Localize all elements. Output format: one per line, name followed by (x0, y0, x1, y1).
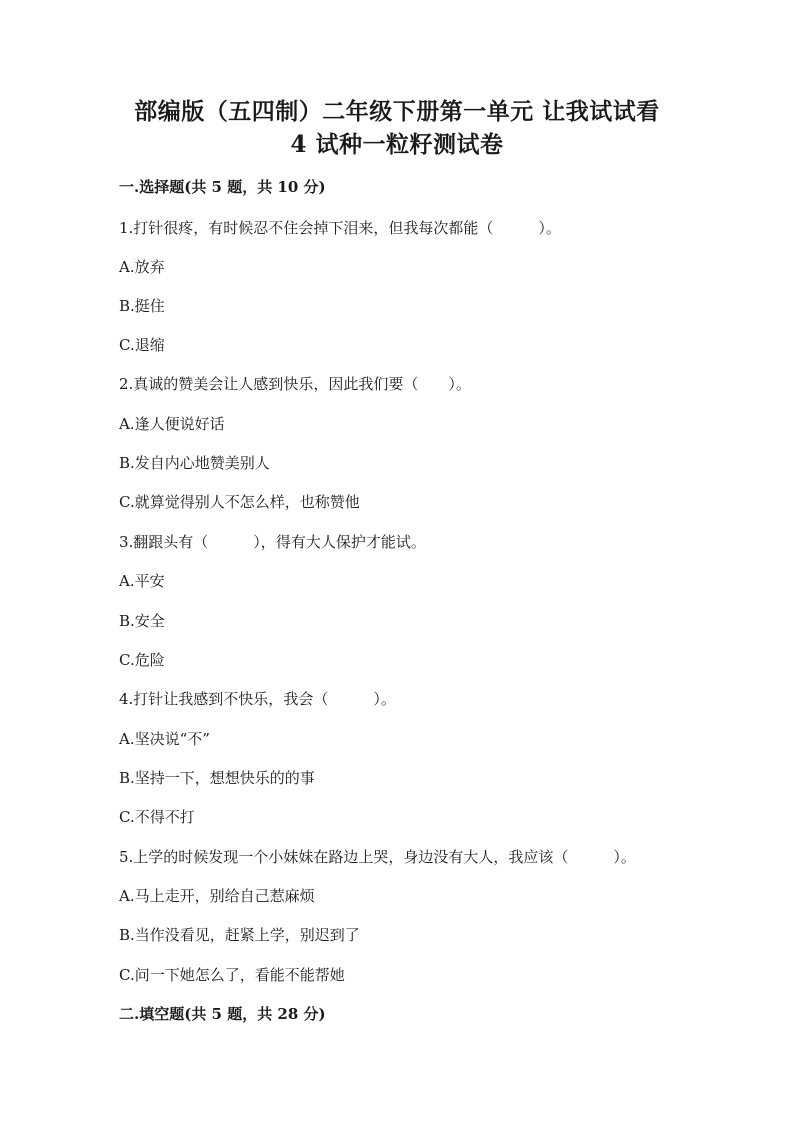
page-subtitle: 4 试种一粒籽测试卷 (290, 131, 504, 158)
question-option: B.发自内心地赞美别人 (119, 454, 270, 472)
question-stem: 3.翻跟头有（ ），得有大人保护才能试。 (119, 533, 426, 551)
question-option: C.退缩 (119, 336, 165, 354)
question-option: A.平安 (119, 572, 165, 590)
question-option: B.当作没看见，赶紧上学，别迟到了 (119, 926, 360, 944)
question-option: A.放弃 (119, 258, 165, 276)
question-stem: 5.上学的时候发现一个小妹妹在路边上哭，身边没有大人，我应该（ ）。 (119, 848, 636, 866)
question-stem: 1.打针很疼，有时候忍不住会掉下泪来，但我每次都能（ ）。 (119, 219, 561, 237)
question-option: A.坚决说“不” (119, 730, 210, 748)
question-option: C.不得不打 (119, 808, 195, 826)
section-heading-choice: 一.选择题(共 5 题，共 10 分) (119, 178, 326, 196)
question-option: B.挺住 (119, 297, 165, 315)
question-option: A.马上走开，别给自己惹麻烦 (119, 887, 315, 905)
question-stem: 4.打针让我感到不快乐，我会（ ）。 (119, 690, 396, 708)
question-option: A.逢人便说好话 (119, 415, 225, 433)
question-option: B.安全 (119, 612, 165, 630)
question-option: C.问一下她怎么了，看能不能帮她 (119, 966, 345, 984)
question-option: C.危险 (119, 651, 165, 669)
section-heading-fill: 二.填空题(共 5 题，共 28 分) (119, 1005, 326, 1023)
page-title: 部编版（五四制）二年级下册第一单元 让我试试看 (134, 98, 660, 125)
question-stem: 2.真诚的赞美会让人感到快乐，因此我们要（ ）。 (119, 375, 471, 393)
question-option: C.就算觉得别人不怎么样，也称赞他 (119, 493, 360, 511)
question-option: B.坚持一下，想想快乐的的事 (119, 769, 315, 787)
